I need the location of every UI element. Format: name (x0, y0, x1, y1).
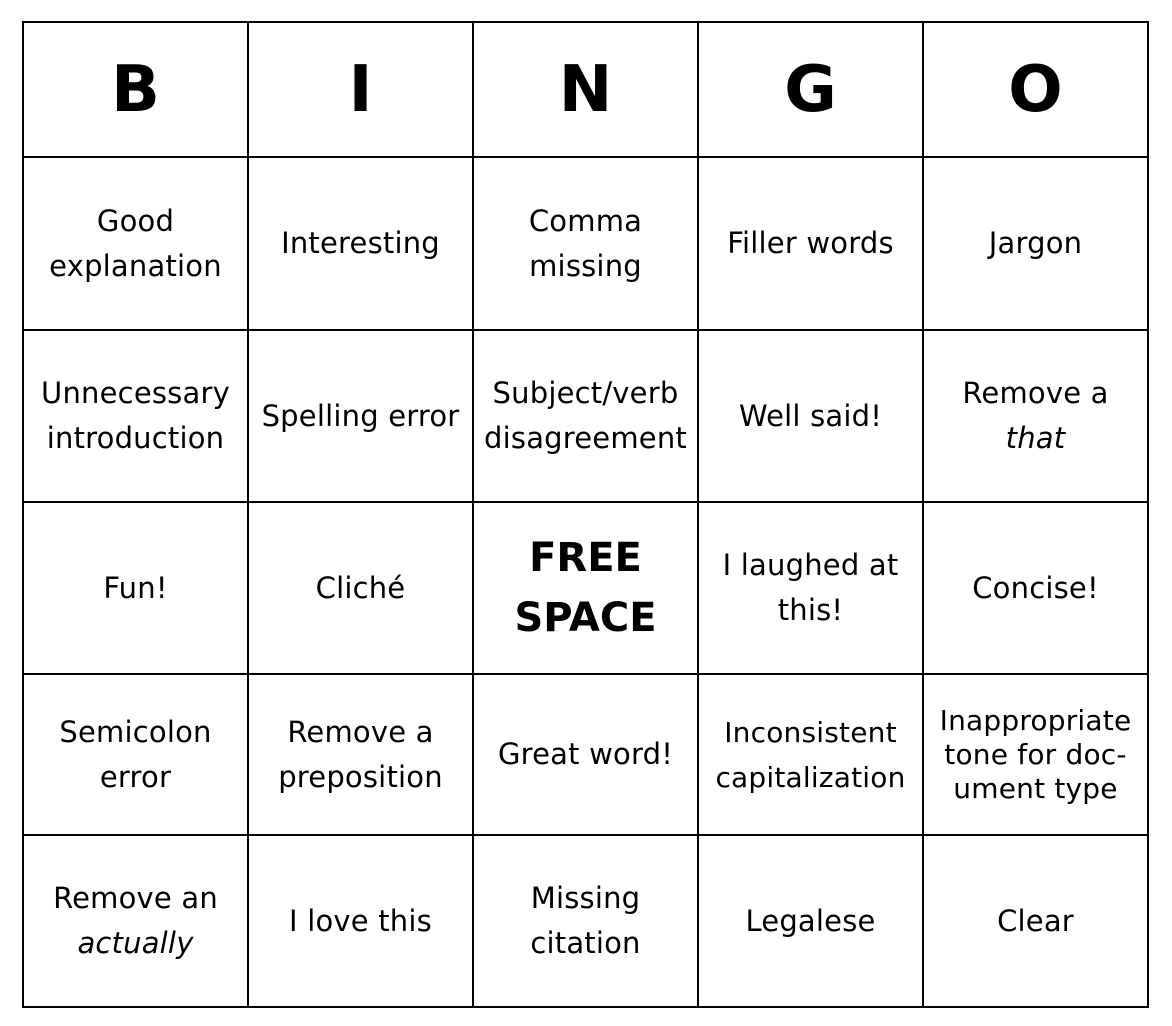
bingo-square[interactable] (698, 330, 923, 502)
bingo-square[interactable] (23, 502, 248, 674)
header-letter-g: G (698, 22, 923, 157)
square-text: Jargon (988, 226, 1083, 260)
bingo-square[interactable] (248, 674, 473, 835)
square-text: Interesting (281, 226, 440, 260)
bingo-square[interactable] (248, 835, 473, 1007)
square-text: Inconsistent (724, 715, 897, 749)
bingo-square[interactable] (923, 330, 1148, 502)
bingo-row-3 (23, 502, 1148, 674)
header-letter-b: B (23, 22, 248, 157)
square-text: preposition (278, 759, 443, 794)
bingo-square[interactable] (23, 835, 248, 1007)
bingo-square[interactable] (23, 330, 248, 502)
bingo-square[interactable] (698, 157, 923, 330)
square-text: Remove a (287, 714, 434, 749)
free-space-text: SPACE (514, 595, 657, 641)
square-text: Fun! (103, 570, 168, 605)
square-text: missing (529, 248, 642, 283)
square-text: introduction (46, 421, 225, 455)
bingo-square[interactable] (698, 835, 923, 1007)
bingo-square[interactable] (23, 674, 248, 835)
square-text: Great word! (497, 737, 674, 771)
square-text: Remove a (962, 376, 1109, 410)
bingo-square[interactable] (698, 674, 923, 835)
square-text: Subject/verb (492, 376, 679, 410)
free-space-square[interactable] (473, 502, 698, 674)
square-text: Well said! (738, 398, 883, 433)
square-text: Unnecessary (41, 376, 230, 410)
square-text: error (99, 759, 172, 794)
square-text: this! (777, 593, 844, 627)
square-text: Concise! (972, 570, 1099, 605)
bingo-row-2 (23, 330, 1148, 502)
bingo-square[interactable] (923, 674, 1148, 835)
bingo-square[interactable] (473, 835, 698, 1007)
square-text: I love this (289, 903, 432, 938)
square-text: I laughed at (722, 548, 899, 582)
square-text: Cliché (315, 570, 406, 605)
bingo-square[interactable] (248, 330, 473, 502)
bingo-row-5 (23, 835, 1148, 1007)
square-text: disagreement (484, 421, 687, 455)
square-text: Filler words (727, 226, 894, 260)
bingo-square[interactable] (923, 502, 1148, 674)
square-text: Semicolon (59, 714, 212, 749)
header-letter-n: N (473, 22, 698, 157)
bingo-square[interactable] (248, 502, 473, 674)
square-text: ument type (953, 771, 1118, 805)
header-letter-o: O (923, 22, 1148, 157)
bingo-header-row (23, 22, 1148, 157)
square-text: Spelling error (261, 398, 460, 433)
square-text-italic: actually (77, 926, 194, 960)
bingo-square[interactable] (23, 157, 248, 330)
square-text: Good (96, 203, 175, 238)
square-text: Legalese (745, 903, 876, 938)
free-space-text: FREE (529, 535, 642, 581)
square-text-italic: that (1005, 421, 1066, 455)
header-letter-i: I (248, 22, 473, 157)
square-text: Missing (530, 881, 641, 915)
bingo-card (22, 21, 1149, 1008)
square-text: citation (530, 926, 641, 960)
bingo-square[interactable] (473, 157, 698, 330)
bingo-square[interactable] (698, 502, 923, 674)
bingo-square[interactable] (248, 157, 473, 330)
square-text: tone for doc- (944, 737, 1127, 771)
bingo-square[interactable] (473, 674, 698, 835)
square-text: Clear (997, 903, 1074, 938)
bingo-square[interactable] (923, 157, 1148, 330)
square-text: Comma (528, 203, 643, 238)
bingo-square[interactable] (473, 330, 698, 502)
square-text: Inappropriate (939, 703, 1132, 737)
bingo-square[interactable] (923, 835, 1148, 1007)
bingo-row-4 (23, 674, 1148, 835)
bingo-row-1 (23, 157, 1148, 330)
square-text: Remove an (53, 881, 218, 915)
square-text: capitalization (715, 760, 906, 794)
square-text: explanation (49, 248, 222, 283)
